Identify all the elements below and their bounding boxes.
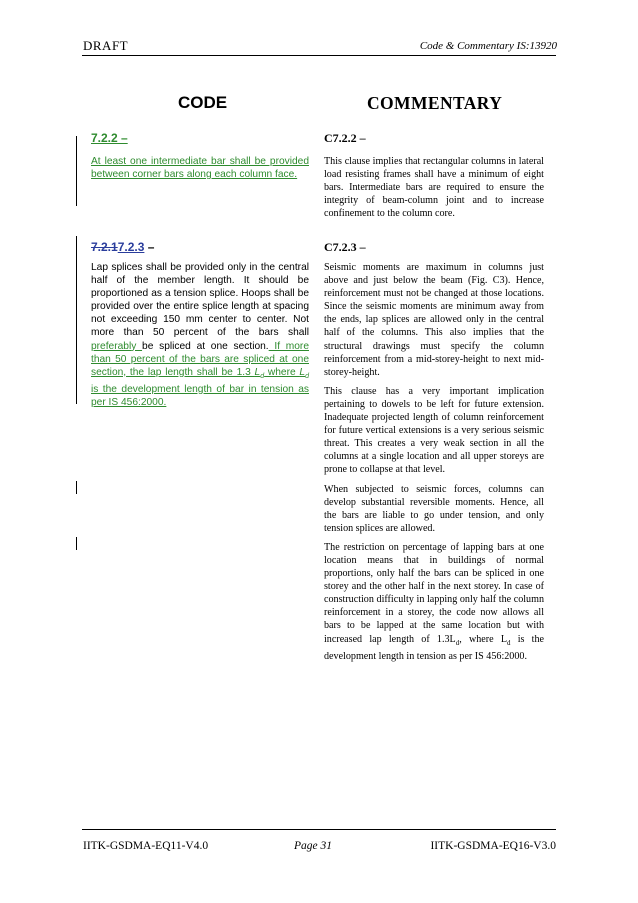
footer-right: IITK-GSDMA-EQ16-V3.0 [430,840,556,852]
footer-left: IITK-GSDMA-EQ11-V4.0 [83,840,209,852]
inserted-clause-number: 7.2.3 [117,240,145,254]
inserted-text: is the development length of bar in tension as per IS 456:2000. [91,383,309,408]
code-column-title: CODE [178,93,228,112]
inserted-text: preferably [91,340,143,352]
header-rule [82,55,556,56]
code-clause-text [91,261,309,409]
inserted-text: where [264,366,300,378]
footer-rule [82,829,556,830]
commentary-paragraph: This clause has a very important implication pertaining to dowels to be left for future extension. Inadequate projected length of column reinforcement for future vertical extensions is a very serious seismic threat. This creates a very weak section in all the columns at a single location and all upper storeys are prone to collapse at that level. [324,385,544,476]
change-bar [76,537,77,550]
clause-text: be spliced at one section. [142,340,269,352]
code-clause-heading: 7.2.2 – [91,131,128,145]
commentary-clause-text [324,155,544,226]
symbol-ld: L [254,366,261,378]
commentary-clause-heading: C7.2.3 – [324,240,366,254]
change-bar [76,481,77,494]
heading-dash: – [144,240,155,254]
symbol-subscript: d [305,372,309,380]
code-clause-heading [91,240,154,254]
commentary-column-title: COMMENTARY [367,93,503,113]
change-bar [76,236,77,404]
commentary-paragraph: The restriction on percentage of lapping bars at one location means that in buildings of normal proportions, only half the bars can be spliced in one storey and the other half in the next storey. In case of construction difficulty in lapping only half the column reinforcement in a storey, the code now allows all bars to be lapped at the same location but with increased lap length of $1.3L_d$, where $L_d$ is the development length in tension as per IS 456:2000. [324,541,544,662]
page-number: Page 31 [294,840,333,852]
commentary-paragraph: Seismic moments are maximum in columns just above and just below the beam (Fig. C3). Hence, reinforcement must not be changed at those locations. Since the seismic moments are minimum away from the ends, lap splices are allowed only in the central half of the columns. This also implies that the structural drawings must specify the column reinforcement from a mid-storey-height to next mid-storey-height. [324,262,544,378]
deleted-clause-number: 7.2.1 [91,240,118,254]
commentary-paragraph: When subjected to seismic forces, columns can develop substantial reversible moments. Hence, all the bars are liable to go under tension, and only tension splices are allowed. [324,483,544,534]
symbol-ld: L [299,366,306,378]
inserted-text: If more than 50 percent of the bars are spliced at one section, the lap length shall be 1.3 [91,340,309,378]
change-bar [76,136,77,206]
clause-text: Lap splices shall be provided only in the central half of the member length. It should be proportioned as a tension splice. Hoops shall be provided over the entire splice length at spacing not exceeding 150 mm center to center. Not more than 50 percent of the bars shall [91,262,309,339]
symbol-subscript: d [260,372,265,380]
code-clause-text: At least one intermediate bar shall be provided between corner bars along each column face. [91,156,309,181]
header-right: Code & Commentary IS:13920 [419,40,557,52]
commentary-clause-heading: C7.2.2 – [324,131,366,145]
commentary-paragraph: This clause implies that rectangular columns in lateral load resisting frames shall have a minimum of eight bars. Intermediate bars are required to ensure the integrity of beam-column joint and to increase confinement to the column core. [324,156,544,220]
commentary-clause-text [324,261,544,669]
header-left: DRAFT [83,38,129,53]
